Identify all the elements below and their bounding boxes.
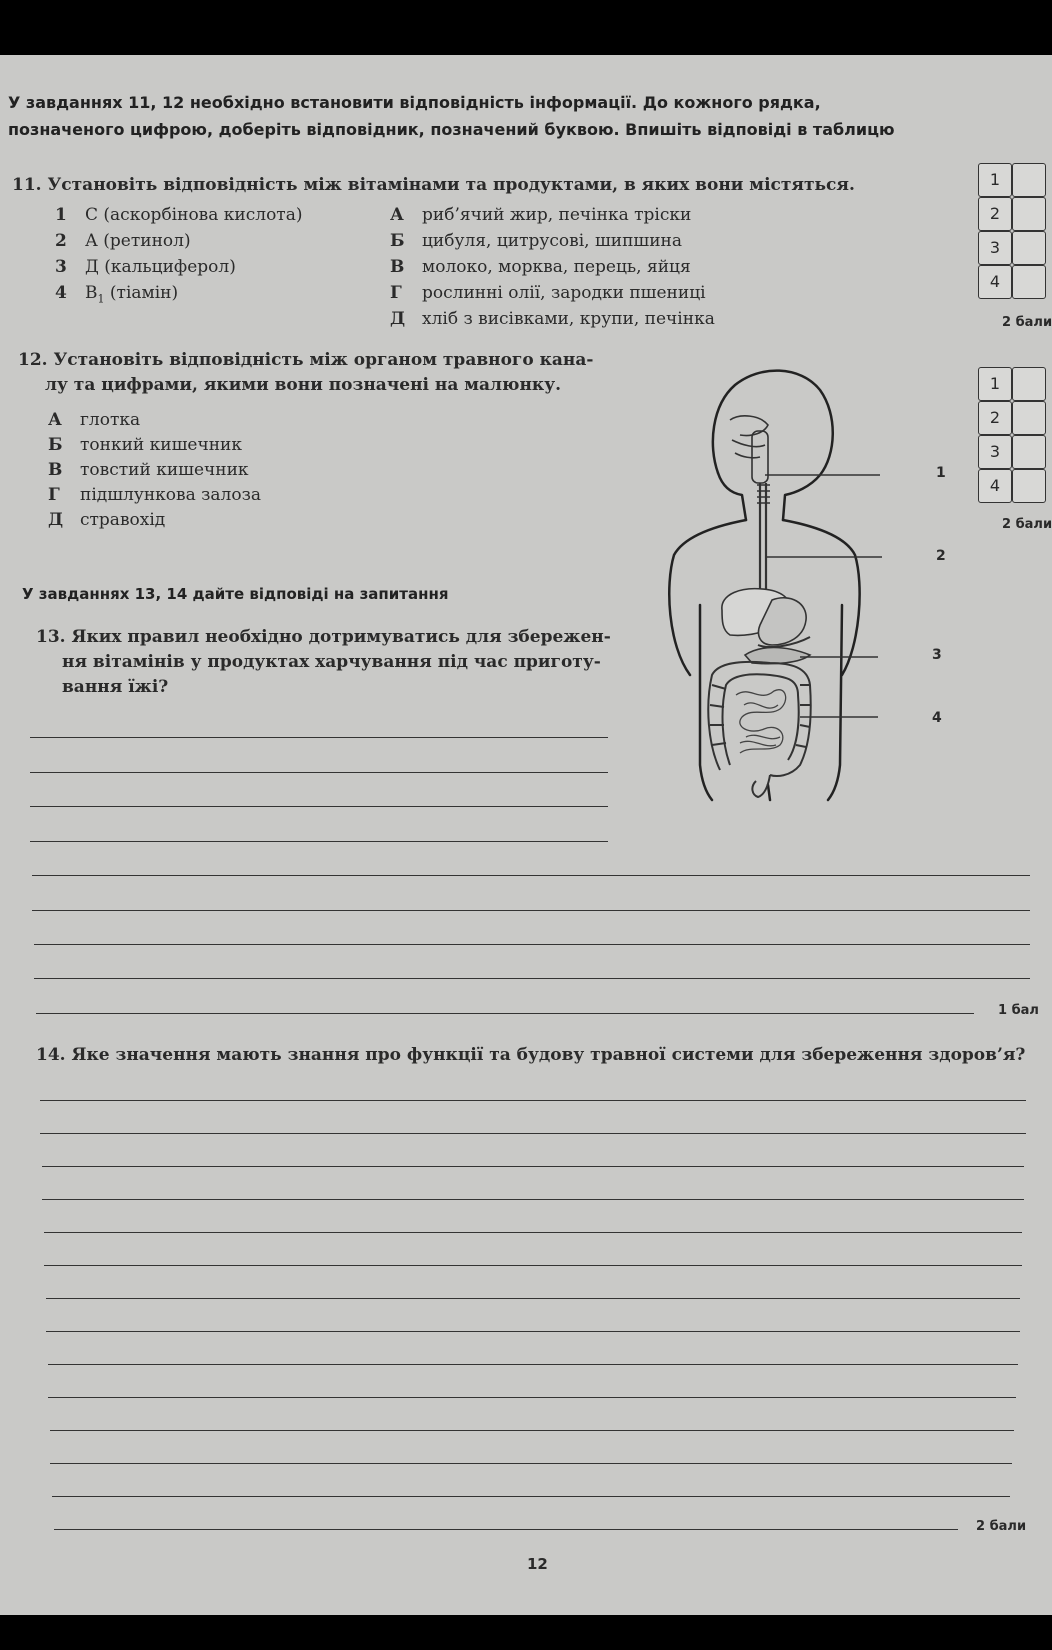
q12-answer-label-4: 4 <box>978 469 1012 503</box>
q14-answer-line-2[interactable] <box>40 1133 1026 1134</box>
q14-answer-line-12[interactable] <box>50 1463 1012 1464</box>
q14-answer-line-4[interactable] <box>42 1199 1024 1200</box>
q11-answer-label-3: 3 <box>978 231 1012 265</box>
q13-answer-line-1[interactable] <box>30 737 608 738</box>
q12-option-d: Д стравохід <box>48 510 166 530</box>
figure-label-3: 3 <box>932 647 942 663</box>
q11-item-3: 3 Д (кальциферол) <box>55 257 236 277</box>
q12-answer-cell-3[interactable] <box>1012 435 1046 469</box>
q13-answer-line-2[interactable] <box>30 772 608 773</box>
q12-answer-cell-4[interactable] <box>1012 469 1046 503</box>
q14-answer-line-13[interactable] <box>52 1496 1010 1497</box>
q11-answer-label-2: 2 <box>978 197 1012 231</box>
section-13-14-instructions: У завданнях 13, 14 дайте відповіді на запитання <box>22 585 449 603</box>
q13-title-line-3: вання їжі? <box>62 677 169 697</box>
q13-title-line-1: 13. Яких правил необхідно дотримуватись для збережен- <box>36 627 611 647</box>
figure-label-4: 4 <box>932 710 942 726</box>
q12-score: 2 бали <box>1002 517 1052 532</box>
q11-answer-cell-3[interactable] <box>1012 231 1046 265</box>
q14-answer-line-3[interactable] <box>42 1166 1024 1167</box>
q14-answer-line-1[interactable] <box>40 1100 1026 1101</box>
q14-answer-line-9[interactable] <box>48 1364 1018 1365</box>
page-number: 12 <box>527 1555 548 1573</box>
figure-label-1: 1 <box>936 465 946 481</box>
digestive-system-figure <box>660 345 960 805</box>
q11-answer-cell-4[interactable] <box>1012 265 1046 299</box>
q13-answer-line-5[interactable] <box>32 875 1030 876</box>
q11-score: 2 бали <box>1002 315 1052 330</box>
q12-option-v: В товстий кишечник <box>48 460 249 480</box>
q11-title: 11. Установіть відповідність між вітамінами та продуктами, в яких вони містяться. <box>12 175 855 195</box>
q14-score: 2 бали <box>976 1519 1027 1534</box>
q14-answer-line-5[interactable] <box>44 1232 1022 1233</box>
q11-answer-cell-1[interactable] <box>1012 163 1046 197</box>
q11-item-2: 2 А (ретинол) <box>55 231 191 251</box>
q12-answer-label-1: 1 <box>978 367 1012 401</box>
q11-option-b: Б цибуля, цитрусові, шипшина <box>390 231 683 251</box>
instructions-line-2: позначеного цифрою, доберіть відповідник, позначений буквою. Впишіть відповіді в таблицю <box>8 120 895 139</box>
q14-answer-line-10[interactable] <box>48 1397 1016 1398</box>
q12-option-g: Г підшлункова залоза <box>48 485 261 505</box>
q13-answer-line-9[interactable] <box>36 1013 974 1014</box>
q13-answer-line-8[interactable] <box>34 978 1030 979</box>
q13-answer-line-4[interactable] <box>30 841 608 842</box>
q11-option-g: Г рослинні олії, зародки пшениці <box>390 283 706 303</box>
figure-label-2: 2 <box>936 548 946 564</box>
q12-answer-cell-1[interactable] <box>1012 367 1046 401</box>
q13-answer-line-6[interactable] <box>32 910 1030 911</box>
q12-answer-label-2: 2 <box>978 401 1012 435</box>
q14-answer-line-14[interactable] <box>54 1529 958 1530</box>
q13-answer-line-3[interactable] <box>30 806 608 807</box>
q12-option-b: Б тонкий кишечник <box>48 435 243 455</box>
q11-option-a: А риб’ячий жир, печінка тріски <box>390 205 692 225</box>
q14-answer-line-8[interactable] <box>46 1331 1020 1332</box>
q13-score: 1 бал <box>998 1003 1039 1018</box>
q12-title-line-1: 12. Установіть відповідність між органом травного кана- <box>18 350 594 370</box>
q11-answer-cell-2[interactable] <box>1012 197 1046 231</box>
instructions-line-1: У завданнях 11, 12 необхідно встановити відповідність інформації. До кожного рядка, <box>8 93 821 112</box>
q11-option-d: Д хліб з висівками, крупи, печінка <box>390 309 715 329</box>
q12-title-line-2: лу та цифрами, якими вони позначені на малюнку. <box>45 375 561 395</box>
q14-answer-line-11[interactable] <box>50 1430 1014 1431</box>
q12-option-a: А глотка <box>48 410 141 430</box>
q14-answer-line-7[interactable] <box>46 1298 1020 1299</box>
q11-item-1: 1 С (аскорбінова кислота) <box>55 205 303 225</box>
q13-title-line-2: ня вітамінів у продуктах харчування під час приготу- <box>62 652 601 672</box>
q11-option-v: В молоко, морква, перець, яйця <box>390 257 691 277</box>
q12-answer-cell-2[interactable] <box>1012 401 1046 435</box>
q11-item-4: 4 $В_1$ (тіамін) <box>55 283 179 306</box>
q11-answer-label-1: 1 <box>978 163 1012 197</box>
q14-answer-line-6[interactable] <box>44 1265 1022 1266</box>
worksheet-page <box>0 55 1052 1615</box>
q13-answer-line-7[interactable] <box>34 944 1030 945</box>
q11-answer-label-4: 4 <box>978 265 1012 299</box>
q12-answer-label-3: 3 <box>978 435 1012 469</box>
q14-title: 14. Яке значення мають знання про функції та будову травної системи для збереження здоров’я? <box>36 1045 1026 1065</box>
